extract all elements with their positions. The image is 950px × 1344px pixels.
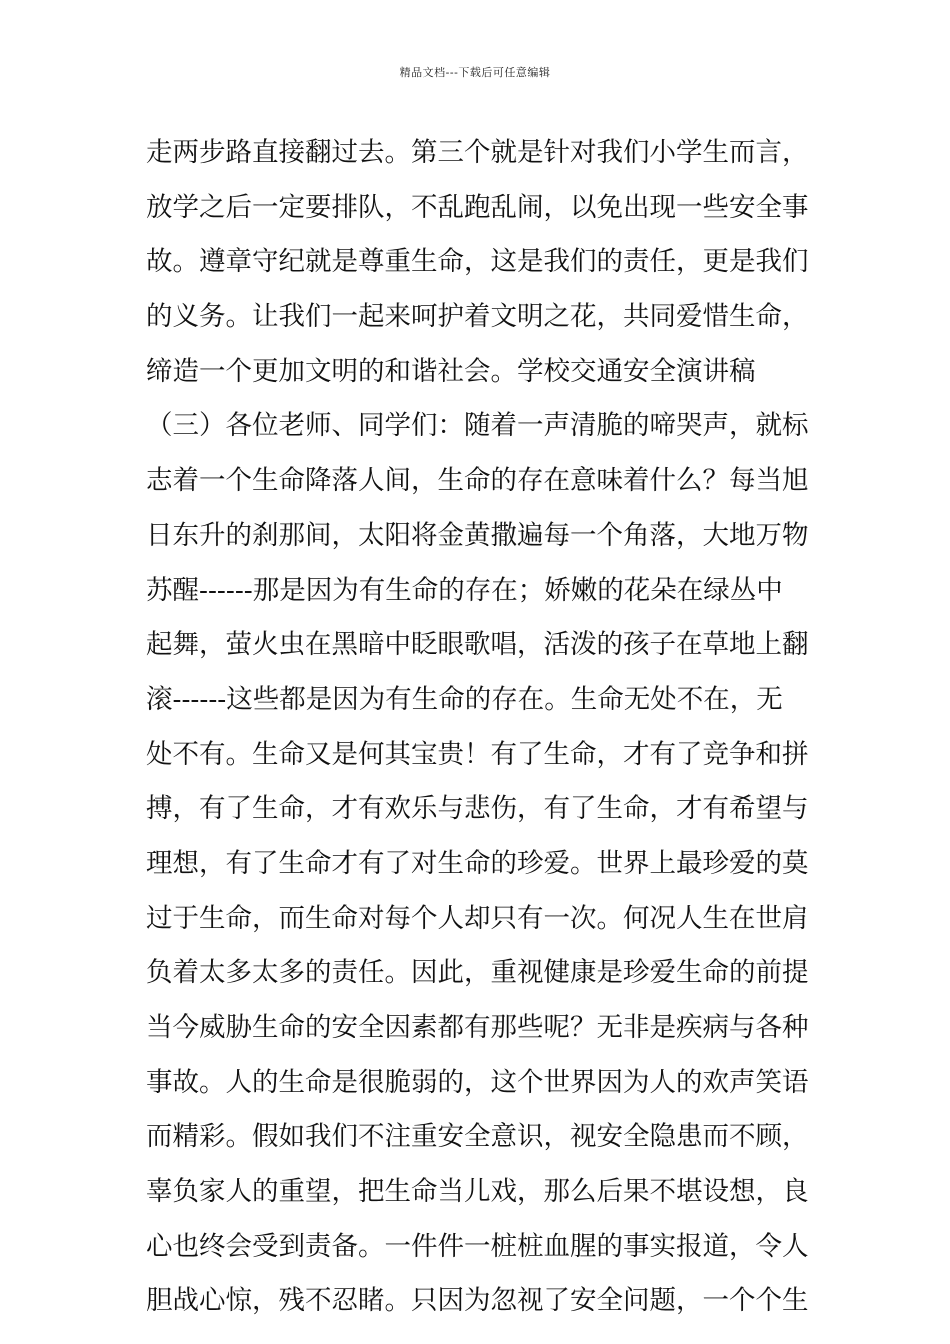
page-header: 精品文档---下载后可任意编辑 [399,66,551,79]
text-line: 负着太多太多的责任。因此，重视健康是珍爱生命的前提 [146,957,809,989]
text-line: 而精彩。假如我们不注重安全意识，视安全隐患而不顾， [146,1121,809,1153]
text-line: 搏，有了生命，才有欢乐与悲伤，有了生命，才有希望与 [146,793,809,825]
text-line: 志着一个生命降落人间，生命的存在意味着什么？每当旭 [146,465,809,497]
text-line: 过于生命，而生命对每个人却只有一次。何况人生在世肩 [146,902,809,934]
text-line: （三）各位老师、同学们：随着一声清脆的啼哭声，就标 [146,410,809,442]
text-line: 处不有。生命又是何其宝贵！有了生命，才有了竞争和拼 [146,738,809,770]
text-line: 苏醒------那是因为有生命的存在；娇嫩的花朵在绿丛中 [146,574,783,606]
text-line: 走两步路直接翻过去。第三个就是针对我们小学生而言， [146,137,809,168]
text-line: 的义务。让我们一起来呵护着文明之花，共同爱惜生命， [146,301,809,333]
text-line: 缔造一个更加文明的和谐社会。学校交通安全演讲稿 [146,355,756,387]
text-line: 放学之后一定要排队，不乱跑乱闹，以免出现一些安全事 [146,191,809,223]
text-line: 滚------这些都是因为有生命的存在。生命无处不在，无 [146,683,783,715]
body-text [146,126,816,1329]
text-line: 心也终会受到责备。一件件一桩桩血腥的事实报道，令人 [146,1230,809,1262]
text-line: 故。遵章守纪就是尊重生命，这是我们的责任，更是我们 [146,246,809,278]
text-line: 理想，有了生命才有了对生命的珍爱。世界上最珍爱的莫 [146,847,809,879]
text-line: 日东升的刹那间，太阳将金黄撒遍每一个角落，大地万物 [146,519,809,551]
text-line: 事故。人的生命是很脆弱的，这个世界因为人的欢声笑语 [146,1066,809,1098]
text-line: 辜负家人的重望，把生命当儿戏，那么后果不堪设想，良 [146,1176,809,1208]
text-line: 起舞，萤火虫在黑暗中眨眼歌唱，活泼的孩子在草地上翻 [146,629,809,661]
text-line: 当今威胁生命的安全因素都有那些呢？无非是疾病与各种 [146,1012,809,1043]
text-line: 胆战心惊，残不忍睹。只因为忽视了安全问题，一个个生 [146,1285,809,1317]
